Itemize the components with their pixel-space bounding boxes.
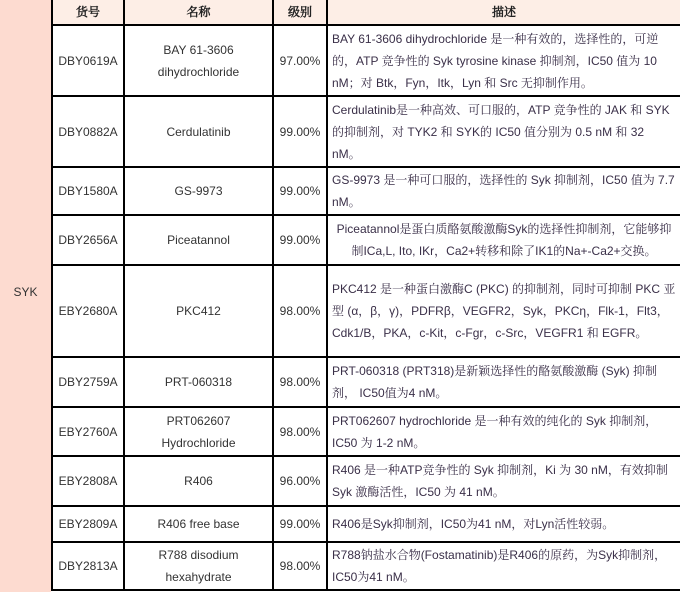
header-catalog-no: 货号 xyxy=(52,0,124,25)
description: GS-9973 是一种可口服的，选择性的 Syk 抑制剂，IC50 值为 7.7 nM。 xyxy=(327,167,680,215)
description: PRT062607 hydrochloride 是一种有效的纯化的 Syk 抑制剂，IC50 为 1-2 nM。 xyxy=(327,407,680,456)
table-row xyxy=(52,265,680,357)
product-name: GS-9973 xyxy=(124,167,273,215)
catalog-no: EBY2760A xyxy=(52,407,124,456)
header-description: 描述 xyxy=(327,0,680,25)
table-row xyxy=(52,167,680,215)
product-name-line1: BAY 61-3606 xyxy=(163,42,234,57)
catalog-no: DBY0882A xyxy=(52,96,124,167)
description: PRT-060318 (PRT318)是新颖选择性的酪氨酸激酶 (Syk) 抑制剂， IC50值为4 nM。 xyxy=(327,357,680,407)
product-name: R406 free base xyxy=(124,506,273,542)
catalog-no: DBY2813A xyxy=(52,542,124,590)
description: Piceatannol是蛋白质酪氨酸激酶Syk的选择性抑制剂，它能够抑制ICa,L, Ito, IKr，Ca2+转移和除了IK1的Na+-Ca2+交换。 xyxy=(327,215,680,265)
table-row xyxy=(52,506,680,542)
catalog-no: DBY2759A xyxy=(52,357,124,407)
table-row xyxy=(52,357,680,407)
grade: 98.00% xyxy=(273,357,327,407)
catalog-no: DBY0619A xyxy=(52,25,124,96)
description: R406 是一种ATP竞争性的 Syk 抑制剂，Ki 为 30 nM，有效抑制 Syk 激酶活性，IC50 为 41 nM。 xyxy=(327,456,680,506)
product-name-line1: PRT062607 xyxy=(166,413,231,428)
table-row xyxy=(52,96,680,167)
grade: 96.00% xyxy=(273,456,327,506)
description: BAY 61-3606 dihydrochloride 是一种有效的，选择性的，可逆的，ATP 竞争性的 Syk tyrosine kinase 抑制剂，IC50 值为 10 nM；对 Btk，Fyn，Itk，Lyn 和 Src 无抑制作用。 xyxy=(327,25,680,96)
header-grade: 级别 xyxy=(273,0,327,25)
table-row xyxy=(52,456,680,506)
grade: 97.00% xyxy=(273,25,327,96)
grade: 99.00% xyxy=(273,167,327,215)
grade: 99.00% xyxy=(273,215,327,265)
product-name: Cerdulatinib xyxy=(124,96,273,167)
catalog-no: EBY2680A xyxy=(52,265,124,357)
product-name-line2: dihydrochloride xyxy=(157,64,240,79)
grade: 98.00% xyxy=(273,542,327,590)
grade: 99.00% xyxy=(273,506,327,542)
product-name xyxy=(124,542,273,590)
grade: 98.00% xyxy=(273,407,327,456)
product-name: PRT-060318 xyxy=(124,357,273,407)
header-row xyxy=(52,0,680,25)
catalog-no: DBY2656A xyxy=(52,215,124,265)
product-name: R406 xyxy=(124,456,273,506)
category-label: SYK xyxy=(13,285,38,299)
header-name: 名称 xyxy=(124,0,273,25)
catalog-no: EBY2808A xyxy=(52,456,124,506)
catalog-no: DBY1580A xyxy=(52,167,124,215)
table-row xyxy=(52,542,680,590)
description: R788钠盐水合物(Fostamatinib)是R406的原药，为Syk抑制剂，IC50为41 nM。 xyxy=(327,542,680,590)
grade: 98.00% xyxy=(273,265,327,357)
product-name xyxy=(124,25,273,96)
description: PKC412 是一种蛋白激酶C (PKC) 的抑制剂，同时可抑制 PKC 亚型 (α，β，γ)，PDFRβ，VEGFR2，Syk，PKCη，Flk-1，Flt3，Cdk1/B，PKA，c-Kit，c-Fgr，c-Src，VEGFR1 和 EGFR。 xyxy=(327,265,680,357)
catalog-no: EBY2809A xyxy=(52,506,124,542)
product-name: PKC412 xyxy=(124,265,273,357)
table-row xyxy=(52,215,680,265)
grade: 99.00% xyxy=(273,96,327,167)
description: R406是Syk抑制剂，IC50为41 nM，对Lyn活性较弱。 xyxy=(327,506,680,542)
product-name: Piceatannol xyxy=(124,215,273,265)
description: Cerdulatinib是一种高效、可口服的，ATP 竞争性的 JAK 和 SYK 的抑制剂，对 TYK2 和 SYK的 IC50 值分别为 0.5 nM 和 32 nM。 xyxy=(327,96,680,167)
product-name-line1: R788 disodium xyxy=(158,548,239,562)
product-table xyxy=(51,0,680,591)
table-row xyxy=(52,407,680,456)
product-name xyxy=(124,407,273,456)
product-name-line2: hexahydrate xyxy=(165,570,232,584)
table-row xyxy=(52,25,680,96)
product-name-line2: Hydrochloride xyxy=(161,435,236,450)
